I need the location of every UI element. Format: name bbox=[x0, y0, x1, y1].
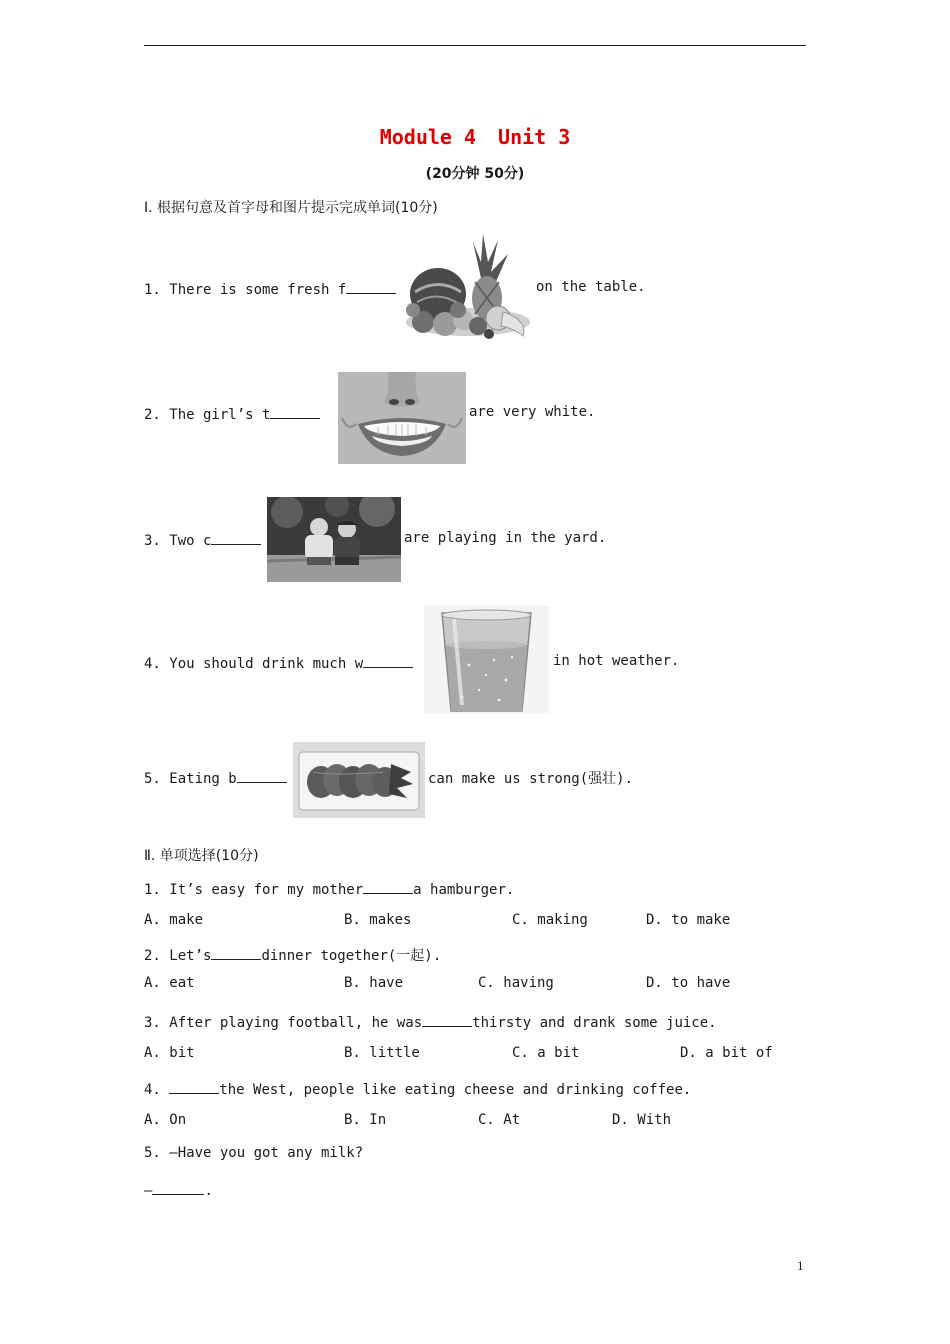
mc-3-option-d[interactable]: D. a bit of bbox=[680, 1045, 773, 1061]
mc-4-option-a[interactable]: A. On bbox=[144, 1112, 187, 1128]
mc-blank-1[interactable] bbox=[363, 879, 413, 894]
fill-item-5 bbox=[144, 768, 287, 787]
fruit-basket-image bbox=[403, 232, 533, 342]
answer-blank-5[interactable] bbox=[237, 768, 287, 783]
answer-dash: — bbox=[144, 1183, 153, 1199]
mc-1-option-b[interactable]: B. makes bbox=[344, 912, 412, 928]
fill-item-2-after: are very white. bbox=[469, 404, 596, 420]
fill-item-3-after: are playing in the yard. bbox=[404, 530, 607, 546]
page-subtitle: (20分钟 50分) bbox=[425, 166, 525, 182]
mc-question-2-before: 2. Let’s bbox=[144, 948, 212, 964]
fill-item-5-text: 5. Eating b bbox=[144, 771, 237, 787]
fill-item-4-text: 4. You should drink much w bbox=[144, 656, 364, 672]
section-1-heading: Ⅰ. 根据句意及首字母和图片提示完成单词(10分) bbox=[144, 200, 438, 216]
mc-1-option-d[interactable]: D. to make bbox=[646, 912, 731, 928]
fill-item-5-after: can make us strong(强壮). bbox=[428, 771, 634, 787]
glass-of-water-image bbox=[424, 605, 549, 713]
mc-blank-5[interactable] bbox=[152, 1180, 204, 1195]
mc-question-5-answer-line bbox=[144, 1180, 213, 1199]
mc-3-option-a[interactable]: A. bit bbox=[144, 1045, 195, 1061]
mc-question-1-before: 1. It’s easy for my mother bbox=[144, 882, 364, 898]
mc-blank-3[interactable] bbox=[422, 1012, 472, 1027]
mc-3-option-b[interactable]: B. little bbox=[344, 1045, 420, 1061]
two-children-image bbox=[267, 497, 401, 582]
mc-blank-2[interactable] bbox=[211, 945, 261, 960]
mc-3-option-c[interactable]: C. a bit bbox=[512, 1045, 580, 1061]
answer-period: . bbox=[204, 1183, 213, 1199]
mc-question-2 bbox=[144, 945, 441, 965]
title-module: Module 4 bbox=[379, 125, 477, 149]
header-rule bbox=[144, 45, 806, 46]
answer-blank-1[interactable] bbox=[346, 279, 396, 294]
answer-blank-3[interactable] bbox=[211, 530, 261, 545]
fill-item-3 bbox=[144, 530, 261, 549]
page-title bbox=[0, 125, 950, 149]
fill-item-1-text: 1. There is some fresh f bbox=[144, 282, 347, 298]
mc-question-3 bbox=[144, 1012, 717, 1031]
fill-item-4-after: in hot weather. bbox=[553, 653, 680, 669]
mc-question-4 bbox=[144, 1079, 691, 1098]
mc-4-option-b[interactable]: B. In bbox=[344, 1112, 387, 1128]
fill-item-2-text: 2. The girl’s t bbox=[144, 407, 271, 423]
fill-item-1-after: on the table. bbox=[536, 279, 646, 295]
mc-question-3-after: thirsty and drank some juice. bbox=[472, 1015, 717, 1031]
fill-item-1 bbox=[144, 279, 396, 298]
fill-item-2 bbox=[144, 404, 320, 423]
mc-2-option-c[interactable]: C. having bbox=[478, 975, 554, 991]
mc-2-option-b[interactable]: B. have bbox=[344, 975, 404, 991]
page-number: 1 bbox=[797, 1258, 804, 1273]
section-2-heading: Ⅱ. 单项选择(10分) bbox=[144, 848, 259, 864]
fill-item-4 bbox=[144, 653, 413, 672]
mc-question-1-after: a hamburger. bbox=[413, 882, 515, 898]
answer-blank-4[interactable] bbox=[363, 653, 413, 668]
mc-4-option-c[interactable]: C. At bbox=[478, 1112, 521, 1128]
mc-2-option-d[interactable]: D. to have bbox=[646, 975, 731, 991]
mc-question-2-after: dinner together(一起). bbox=[261, 948, 442, 964]
mc-question-3-before: 3. After playing football, he was bbox=[144, 1015, 423, 1031]
mc-question-4-after: the West, people like eating cheese and drinking coffee. bbox=[219, 1082, 692, 1098]
smiling-mouth-image bbox=[338, 372, 466, 464]
mc-question-5: 5. —Have you got any milk? bbox=[144, 1145, 364, 1161]
mc-question-4-before: 4. bbox=[144, 1082, 170, 1098]
answer-blank-2[interactable] bbox=[270, 404, 320, 419]
mc-1-option-a[interactable]: A. make bbox=[144, 912, 204, 928]
mc-blank-4[interactable] bbox=[169, 1079, 219, 1094]
mc-2-option-a[interactable]: A. eat bbox=[144, 975, 195, 991]
mc-4-option-d[interactable]: D. With bbox=[612, 1112, 672, 1128]
mc-question-1 bbox=[144, 879, 514, 898]
mc-1-option-c[interactable]: C. making bbox=[512, 912, 588, 928]
plate-of-beef-image bbox=[293, 742, 425, 818]
title-unit: Unit 3 bbox=[498, 125, 571, 149]
fill-item-3-text: 3. Two c bbox=[144, 533, 212, 549]
